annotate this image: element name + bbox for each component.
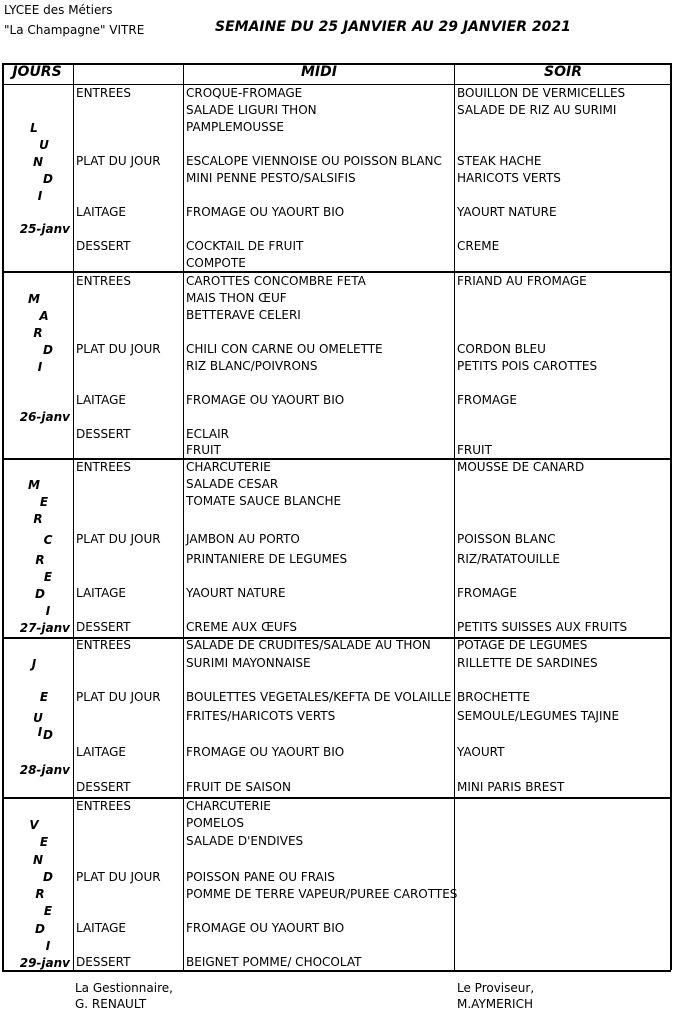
school-name-line1: LYCEE des Métiers	[4, 3, 113, 17]
midi-dish: CROQUE-FROMAGE	[186, 86, 303, 100]
signature-proviseur-name: M.AYMERICH	[457, 997, 533, 1011]
day-name-letter: D	[43, 728, 53, 742]
soir-dish: CREME	[457, 239, 500, 253]
midi-dish: CHARCUTERIE	[186, 799, 271, 813]
day-name-letter: E	[39, 495, 49, 509]
midi-dish: COCKTAIL DE FRUIT	[186, 239, 304, 253]
soir-dish: STEAK HACHE	[457, 154, 542, 168]
day-name-letter: C	[43, 533, 53, 547]
midi-dish: CREME AUX ŒUFS	[186, 620, 298, 634]
day-name-letter: E	[39, 835, 49, 849]
soir-dish: MINI PARIS BREST	[457, 780, 565, 794]
day-name-letter: M	[28, 292, 40, 306]
soir-dish: FROMAGE	[457, 586, 517, 600]
day-name-letter: I	[45, 604, 51, 618]
midi-dish: CAROTTES CONCOMBRE FETA	[186, 274, 366, 288]
meal-category-label: DESSERT	[76, 955, 131, 969]
day-name-letter: A	[39, 309, 49, 323]
midi-dish: COMPOTE	[186, 256, 246, 270]
meal-category-label: DESSERT	[76, 239, 131, 253]
midi-dish: SALADE CESAR	[186, 477, 279, 491]
midi-dish: FROMAGE OU YAOURT BIO	[186, 205, 345, 219]
soir-dish: CORDON BLEU	[457, 342, 546, 356]
midi-dish: SALADE D'ENDIVES	[186, 834, 304, 848]
soir-dish: SALADE DE RIZ AU SURIMI	[457, 103, 617, 117]
signature-proviseur-role: Le Proviseur,	[457, 981, 535, 995]
day-name-letter: R	[35, 887, 45, 901]
day-separator	[2, 271, 671, 273]
soir-dish: YAOURT	[457, 745, 505, 759]
table-bottom-border	[2, 970, 671, 972]
midi-dish: MAIS THON ŒUF	[186, 291, 287, 305]
midi-dish: FRUIT DE SAISON	[186, 780, 291, 794]
day-name-letter: R	[33, 326, 43, 340]
midi-dish: FROMAGE OU YAOURT BIO	[186, 393, 345, 407]
meal-category-label: PLAT DU JOUR	[76, 154, 161, 168]
soir-dish: FROMAGE	[457, 393, 517, 407]
soir-dish: HARICOTS VERTS	[457, 171, 561, 185]
meal-category-label: PLAT DU JOUR	[76, 342, 161, 356]
midi-dish: FRUIT	[186, 443, 221, 457]
midi-dish: JAMBON AU PORTO	[186, 532, 300, 546]
soir-dish: POISSON BLANC	[457, 532, 556, 546]
midi-dish: CHARCUTERIE	[186, 460, 271, 474]
day-name-letter: E	[43, 570, 53, 584]
meal-category-label: LAITAGE	[76, 586, 126, 600]
day-name-letter: E	[39, 690, 49, 704]
day-name-letter: D	[43, 172, 53, 186]
meal-category-label: ENTREES	[76, 274, 132, 288]
meal-category-label: PLAT DU JOUR	[76, 870, 161, 884]
column-header-soir: SOIR	[544, 64, 582, 80]
meal-category-label: LAITAGE	[76, 393, 126, 407]
column-divider-soir	[454, 63, 455, 970]
midi-dish: FROMAGE OU YAOURT BIO	[186, 921, 345, 935]
soir-dish: FRUIT	[457, 443, 492, 457]
column-header-jours: JOURS	[12, 64, 62, 80]
day-name-letter: N	[32, 155, 44, 169]
midi-dish: FRITES/HARICOTS VERTS	[186, 709, 336, 723]
midi-dish: ECLAIR	[186, 427, 230, 441]
day-date: 25-janv	[19, 222, 70, 236]
school-name-line2: "La Champagne" VITRE	[4, 23, 145, 37]
midi-dish: SALADE DE CRUDITES/SALADE AU THON	[186, 638, 431, 652]
page-title: SEMAINE DU 25 JANVIER AU 29 JANVIER 2021	[215, 19, 571, 35]
meal-category-label: PLAT DU JOUR	[76, 690, 161, 704]
meal-category-label: ENTREES	[76, 799, 132, 813]
day-name-letter: D	[43, 870, 53, 884]
table-left-border	[2, 63, 4, 970]
meal-category-label: DESSERT	[76, 427, 131, 441]
day-date: 26-janv	[19, 410, 70, 424]
day-name-letter: E	[43, 904, 53, 918]
day-name-letter: R	[33, 512, 43, 526]
day-name-letter: D	[35, 587, 45, 601]
meal-category-label: ENTREES	[76, 638, 132, 652]
day-name-letter: D	[35, 922, 45, 936]
midi-dish: PAMPLEMOUSSE	[186, 120, 284, 134]
soir-dish: RIZ/RATATOUILLE	[457, 552, 560, 566]
midi-dish: SALADE LIGURI THON	[186, 103, 317, 117]
midi-dish: BOULETTES VEGETALES/KEFTA DE VOLAILLE	[186, 690, 452, 704]
soir-dish: PETITS POIS CAROTTES	[457, 359, 598, 373]
soir-dish: FRIAND AU FROMAGE	[457, 274, 587, 288]
midi-dish: MINI PENNE PESTO/SALSIFIS	[186, 171, 356, 185]
midi-dish: BEIGNET POMME/ CHOCOLAT	[186, 955, 362, 969]
signature-gestionnaire-role: La Gestionnaire,	[75, 981, 173, 995]
soir-dish: SEMOULE/LEGUMES TAJINE	[457, 709, 620, 723]
day-name-letter: V	[29, 818, 39, 832]
meal-category-label: PLAT DU JOUR	[76, 532, 161, 546]
day-date: 29-janv	[19, 956, 70, 970]
soir-dish: RILLETTE DE SARDINES	[457, 656, 598, 670]
midi-dish: CHILI CON CARNE OU OMELETTE	[186, 342, 383, 356]
midi-dish: POISSON PANE OU FRAIS	[186, 870, 335, 884]
meal-category-label: LAITAGE	[76, 921, 126, 935]
meal-category-label: ENTREES	[76, 86, 132, 100]
column-divider-label	[73, 63, 74, 970]
day-name-letter: L	[30, 121, 38, 135]
header-bottom-border	[2, 84, 671, 85]
midi-dish: RIZ BLANC/POIVRONS	[186, 359, 318, 373]
day-name-letter: I	[37, 360, 43, 374]
soir-dish: YAOURT NATURE	[457, 205, 557, 219]
midi-dish: ESCALOPE VIENNOISE OU POISSON BLANC	[186, 154, 442, 168]
midi-dish: POMME DE TERRE VAPEUR/PUREE CAROTTES	[186, 887, 458, 901]
midi-dish: BETTERAVE CELERI	[186, 308, 301, 322]
midi-dish: TOMATE SAUCE BLANCHE	[186, 494, 342, 508]
midi-dish: PRINTANIERE DE LEGUMES	[186, 552, 348, 566]
day-date: 27-janv	[19, 621, 70, 635]
day-name-letter: J	[31, 657, 37, 671]
soir-dish: POTAGE DE LEGUMES	[457, 638, 588, 652]
soir-dish: MOUSSE DE CANARD	[457, 460, 585, 474]
day-name-letter: I	[37, 189, 43, 203]
midi-dish: FROMAGE OU YAOURT BIO	[186, 745, 345, 759]
day-name-letter: U	[39, 138, 49, 152]
soir-dish: PETITS SUISSES AUX FRUITS	[457, 620, 628, 634]
day-date: 28-janv	[19, 763, 70, 777]
meal-category-label: DESSERT	[76, 780, 131, 794]
meal-category-label: LAITAGE	[76, 745, 126, 759]
day-name-letter: D	[43, 343, 53, 357]
midi-dish: SURIMI MAYONNAISE	[186, 656, 311, 670]
midi-dish: POMELOS	[186, 816, 244, 830]
day-name-letter: M	[28, 478, 40, 492]
midi-dish: YAOURT NATURE	[186, 586, 286, 600]
meal-category-label: DESSERT	[76, 620, 131, 634]
day-name-letter: N	[32, 853, 44, 867]
soir-dish: BROCHETTE	[457, 690, 531, 704]
table-right-border	[670, 63, 672, 970]
meal-category-label: ENTREES	[76, 460, 132, 474]
day-name-letter: R	[35, 553, 45, 567]
day-name-letter: I	[45, 939, 51, 953]
column-header-midi: MIDI	[301, 64, 337, 80]
signature-gestionnaire-name: G. RENAULT	[75, 997, 147, 1011]
day-name-letter: I	[37, 725, 43, 739]
column-divider-midi	[183, 63, 184, 970]
meal-category-label: LAITAGE	[76, 205, 126, 219]
soir-dish: BOUILLON DE VERMICELLES	[457, 86, 626, 100]
day-name-letter: U	[33, 711, 43, 725]
